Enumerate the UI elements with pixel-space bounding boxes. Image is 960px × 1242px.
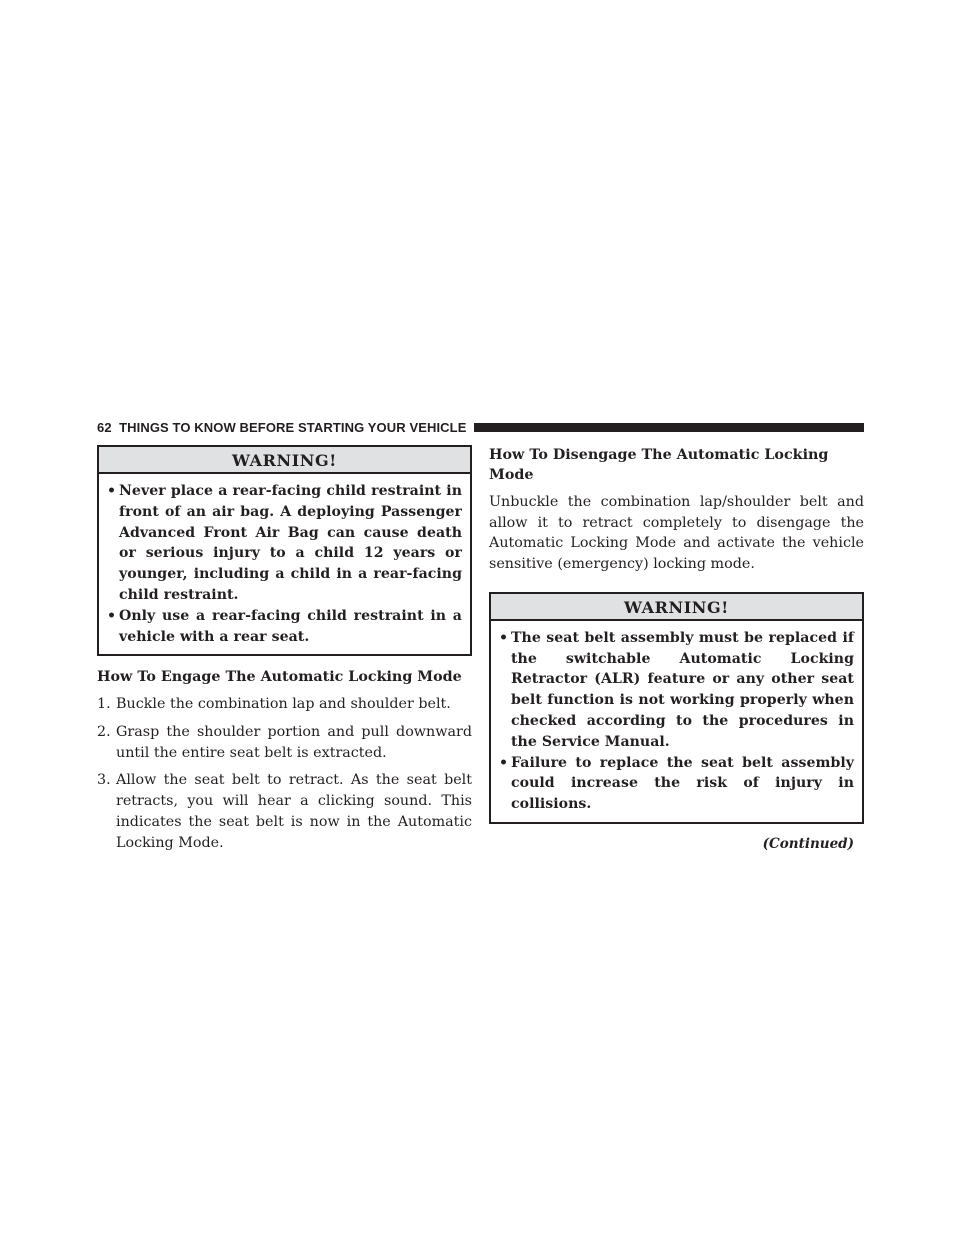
step-text: Buckle the combination lap and shoulder belt.: [116, 696, 451, 713]
warning-item: [499, 753, 854, 815]
bullet-icon: •: [499, 629, 509, 646]
page-header: [97, 419, 864, 435]
right-column: [489, 445, 864, 852]
warning-item-text: The seat belt assembly must be replaced if the switchable Automatic Locking Retractor (ALR) feature or any other seat belt function is not working properly when checked according to the procedures in the Service Manual.: [511, 629, 854, 750]
section-title: THINGS TO KNOW BEFORE STARTING YOUR VEHICLE: [119, 419, 467, 435]
warning-item: [107, 481, 462, 606]
header-text: [97, 420, 474, 435]
step-item: [97, 770, 472, 853]
warning-item: [107, 606, 462, 648]
section-heading-disengage: How To Disengage The Automatic Locking Mode: [489, 447, 829, 483]
warning-title: WARNING!: [99, 447, 470, 474]
section-heading-engage: How To Engage The Automatic Locking Mode: [97, 669, 462, 686]
step-text: Grasp the shoulder portion and pull downward until the entire seat belt is extracted.: [116, 724, 472, 761]
bullet-icon: •: [107, 607, 117, 624]
header-rule: [474, 423, 864, 432]
step-item: [97, 722, 472, 763]
step-number: 1.: [97, 696, 111, 713]
step-number: 3.: [97, 772, 111, 789]
warning-item: [499, 628, 854, 753]
left-column: [97, 445, 472, 853]
warning-body: [99, 474, 470, 654]
warning-box-left: [97, 445, 472, 656]
bullet-icon: •: [499, 754, 509, 771]
step-text: Allow the seat belt to retract. As the seat belt retracts, you will hear a clicking sound. This indicates the seat belt is now in the Automatic Locking Mode.: [116, 772, 472, 851]
step-item: [97, 694, 472, 715]
warning-item-text: Never place a rear-facing child restraint in front of an air bag. A deploying Passenger Advanced Front Air Bag can cause death or serious injury to a child 12 years or younger, including a child in a rear-facing child restraint.: [119, 483, 462, 603]
warning-item-text: Only use a rear-facing child restraint in a vehicle with a rear seat.: [119, 607, 462, 645]
disengage-paragraph: Unbuckle the combination lap/shoulder belt and allow it to retract completely to disengage the Automatic Locking Mode and activate the vehicle sensitive (emergency) locking mode.: [489, 494, 864, 573]
warning-body: [491, 621, 862, 822]
continued-label: (Continued): [762, 835, 854, 852]
warning-item-text: Failure to replace the seat belt assembly could increase the risk of injury in collisions.: [511, 754, 854, 813]
page-number: 62: [97, 419, 112, 435]
bullet-icon: •: [107, 483, 117, 499]
warning-title: WARNING!: [491, 594, 862, 621]
step-number: 2.: [97, 724, 111, 741]
warning-box-right: [489, 592, 864, 824]
